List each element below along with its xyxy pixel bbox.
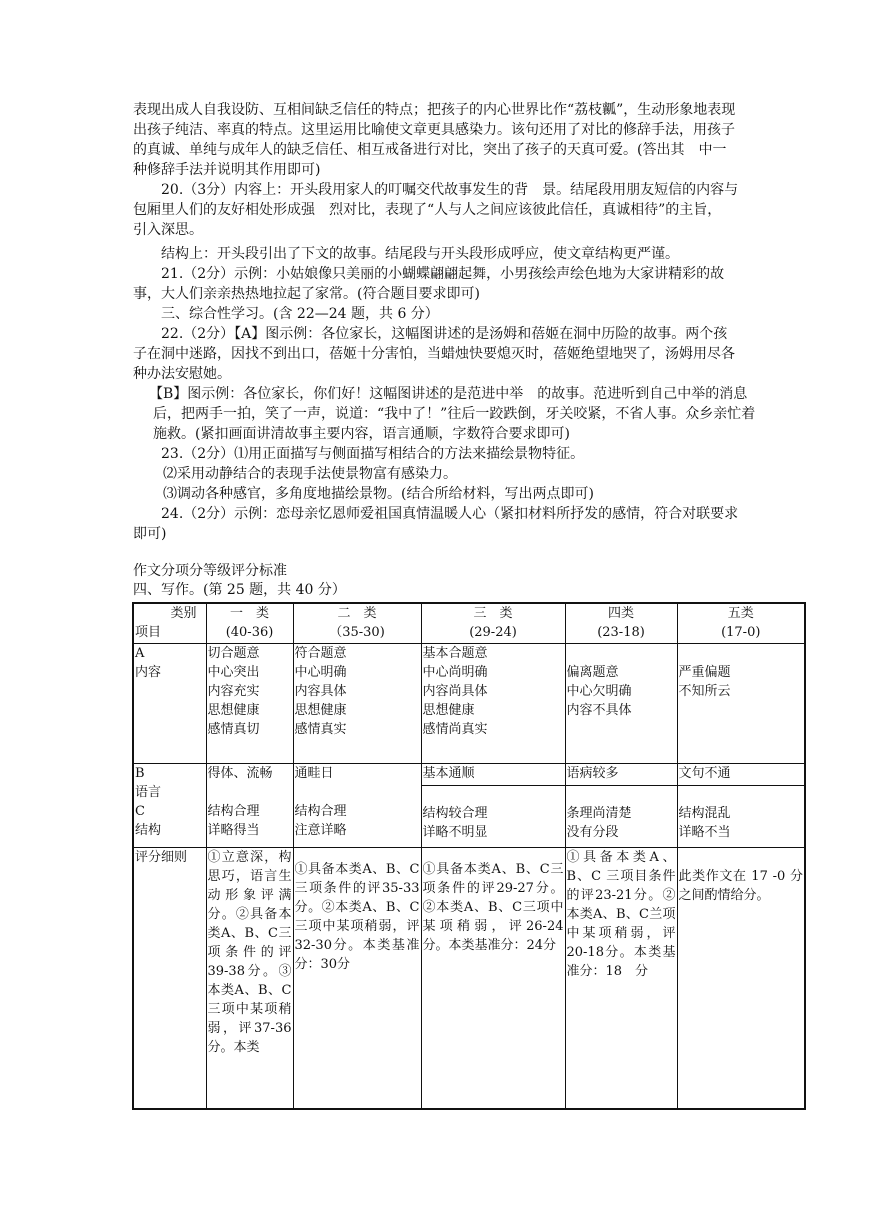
language-structure-label xyxy=(133,763,206,847)
content-class-4 xyxy=(565,643,677,763)
structure-class-4 xyxy=(565,785,677,847)
content-c3-line: 内容尚具体 xyxy=(422,683,488,699)
structure-class-3 xyxy=(421,785,565,847)
class-5-range: (17-0) xyxy=(721,625,761,640)
content-c1-line: 感情真切 xyxy=(207,721,260,737)
header-item-label: 项目 xyxy=(135,625,162,640)
header-class-5 xyxy=(677,603,805,643)
answer-22-a: 22.（2分）【A】图示例：各位家长，这幅图讲述的是汤姆和蓓姬在洞中历险的故事。两个孩子在洞中迷路，因找不到出口，蓓姬十分害怕，当蜡烛快要熄灭时，蓓姬绝望地哭了，汤姆用尽各 种办法安慰她。 xyxy=(133,326,749,382)
content-row-label xyxy=(133,643,206,763)
class-5-name: 五类 xyxy=(727,606,754,621)
header-corner-cell xyxy=(133,603,206,643)
content-c4-line: 内容不具体 xyxy=(566,702,632,718)
answer-23-line-3: ⑶调动各种感官，多角度地描绘景物。(结合所给材料，写出两点即可) xyxy=(163,486,594,502)
class-4-range: (23-18) xyxy=(597,625,645,640)
content-c1-line: 内容充实 xyxy=(207,683,260,699)
label-structure: 结构 xyxy=(135,822,162,838)
structure-c3-line: 结构较合理 xyxy=(422,805,488,821)
content-class-5 xyxy=(677,643,805,763)
language-structure-class-2 xyxy=(293,763,421,847)
content-c2-line: 思想健康 xyxy=(294,702,347,718)
structure-c5-line: 结构混乱 xyxy=(678,805,731,821)
header-class-3 xyxy=(421,603,565,643)
scoring-details-class-2: ①具备本类A、B、C三项条件的评35-33分。②本类A、B、C三项中某项稍弱，评32-30分。本类基准分：30分 xyxy=(293,847,421,1109)
class-2-range: （35-30) xyxy=(329,625,385,640)
content-c3-line: 感情尚真实 xyxy=(422,721,488,737)
class-4-name: 四类 xyxy=(607,606,634,621)
content-class-2 xyxy=(293,643,421,763)
language-class-3: 基本通顺 xyxy=(421,763,565,785)
answer-23-line-2: ⑵采用动静结合的表现手法使景物富有感染力。 xyxy=(163,466,457,482)
content-c1-line: 切合题意 xyxy=(207,645,260,661)
content-c2-line: 符合题意 xyxy=(294,645,347,661)
content-c4-line: 偏离题意 xyxy=(566,664,619,680)
scoring-details-label: 评分细则 xyxy=(133,847,206,1109)
content-c5-line: 严重偏题 xyxy=(678,664,731,680)
structure-c1-line: 详略得当 xyxy=(207,822,260,838)
language-structure-class-1 xyxy=(206,763,293,847)
table-header-row xyxy=(133,603,805,643)
answer-22-b: 【B】图示例：各位家长，你们好！这幅图讲述的是范进中举 的故事。范进听到自己中举的消息后，把两手一拍，笑了一声，说道：“我中了！”往后一跤跌倒，牙关咬紧，不省人事。众乡亲忙着施救。(紧扣画面讲清故事主要内容，语言通顺，字数符合要求即可) xyxy=(149,386,756,442)
content-c5-line: 不知所云 xyxy=(678,683,731,699)
language-c1: 得体、流畅 xyxy=(207,765,273,781)
structure-c2-line: 结构合理 xyxy=(294,803,347,819)
structure-c3-line: 详略不明显 xyxy=(422,824,488,840)
scoring-details-class-5: 此类作文在 17 -0 分之间酌情给分。 xyxy=(677,847,805,1109)
header-class-1 xyxy=(206,603,293,643)
content-c3-line: 思想健康 xyxy=(422,702,475,718)
language-c2: 通畦日 xyxy=(294,765,334,781)
label-language: 语言 xyxy=(135,784,162,800)
content-c1-line: 思想健康 xyxy=(207,702,260,718)
content-class-3 xyxy=(421,643,565,763)
label-b: B xyxy=(135,765,145,781)
class-2-name: 二 类 xyxy=(337,606,377,621)
class-3-name: 三 类 xyxy=(473,606,513,621)
content-class-1 xyxy=(206,643,293,763)
structure-c1-line: 结构合理 xyxy=(207,803,260,819)
content-label-a: A xyxy=(135,645,145,661)
content-row xyxy=(133,643,805,763)
class-1-range: (40-36) xyxy=(225,625,274,640)
scoring-details-row xyxy=(133,847,805,1109)
content-c1-line: 中心突出 xyxy=(207,664,260,680)
answer-20-content: 20.（3分）内容上：开头段用家人的叮嘱交代故事发生的背 景。结尾段用朋友短信的内容与包厢里人们的友好相处形成强 烈对比，表现了“人与人之间应该彼此信任，真诚相待”的主旨， 引入深思。 xyxy=(133,182,739,238)
answer-20-structure: 结构上：开头段引出了下文的故事。结尾段与开头段形成呼应，使文章结构更严谨。 xyxy=(161,246,679,262)
writing-section-heading: 四、写作。(第 25 题，共 40 分） xyxy=(133,582,346,598)
structure-c2-line: 注意详略 xyxy=(294,822,347,838)
label-c: C xyxy=(135,803,145,819)
content-c3-line: 基本合题意 xyxy=(422,645,488,661)
content-c4-line: 中心欠明确 xyxy=(566,683,632,699)
header-category-label: 类别 xyxy=(170,606,197,621)
structure-c5-line: 详略不当 xyxy=(678,824,731,840)
language-class-4: 语病较多 xyxy=(565,763,677,785)
header-class-2 xyxy=(293,603,421,643)
structure-c4-line: 条理尚清楚 xyxy=(566,805,632,821)
class-3-range: (29-24) xyxy=(469,625,517,640)
header-class-4 xyxy=(565,603,677,643)
content-c2-line: 感情真实 xyxy=(294,721,347,737)
answer-21: 21.（2分）示例：小姑娘像只美丽的小蝴蝶翩翩起舞，小男孩绘声绘色地为大家讲精彩的故事，大人们亲亲热热地拉起了家常。(符合题目要求即可) xyxy=(133,266,725,302)
class-1-name: 一 类 xyxy=(229,606,269,621)
content-label: 内容 xyxy=(135,664,162,680)
scoring-details-class-1: ①立意深，构思巧，语言生动形象评满分。②具备本类A、B、C三项条件的评39-38分。③本类A、B、C三项中某项稍弱，评37-36分。本类 xyxy=(206,847,293,1109)
content-c3-line: 中心尚明确 xyxy=(422,664,488,680)
section-three-heading: 三、综合性学习。(含 22—24 题，共 6 分） xyxy=(161,306,439,322)
structure-class-5 xyxy=(677,785,805,847)
essay-rubric-title: 作文分项分等级评分标准 xyxy=(133,563,287,579)
language-row xyxy=(133,763,805,785)
structure-c4-line: 没有分段 xyxy=(566,824,619,840)
answer-19-continued: 表现出成人自我设防、互相间缺乏信任的特点；把孩子的内心世界比作“荔枝瓤”，生动形象地表现 出孩子纯洁、率真的特点。这里运用比喻使文章更具感染力。该句还用了对比的修辞手法，用孩子的真诚、单纯与成年人的缺乏信任、相互戒备进行对比，突出了孩子的天真可爱。(答出其 中一种修辞手法并说明其作用即可) xyxy=(133,102,750,178)
content-c2-line: 内容具体 xyxy=(294,683,347,699)
answer-23-line-1: 23.（2分）⑴用正面描写与侧面描写相结合的方法来描绘景物特征。 xyxy=(161,446,585,462)
answer-24: 24.（2分）示例：恋母亲忆恩师爱祖国真情温暖人心（紧扣材料所抒发的感情，符合对联要求即可) xyxy=(133,506,739,542)
content-c2-line: 中心明确 xyxy=(294,664,347,680)
scoring-details-class-4: ①具备本类A、B、C 三项目条件的评23-21分。②本类A、B、C兰项中某项稍弱，评20-18分。本类基准分：18 分 xyxy=(565,847,677,1109)
scoring-details-class-3: ①具备本类A、B、C三项条件的评29-27分。②本类A、B、C三项中某项稍弱，评26-24分。本类基准分：24分 xyxy=(421,847,565,1109)
essay-grading-table xyxy=(132,602,806,1110)
language-class-5: 文句不通 xyxy=(677,763,805,785)
